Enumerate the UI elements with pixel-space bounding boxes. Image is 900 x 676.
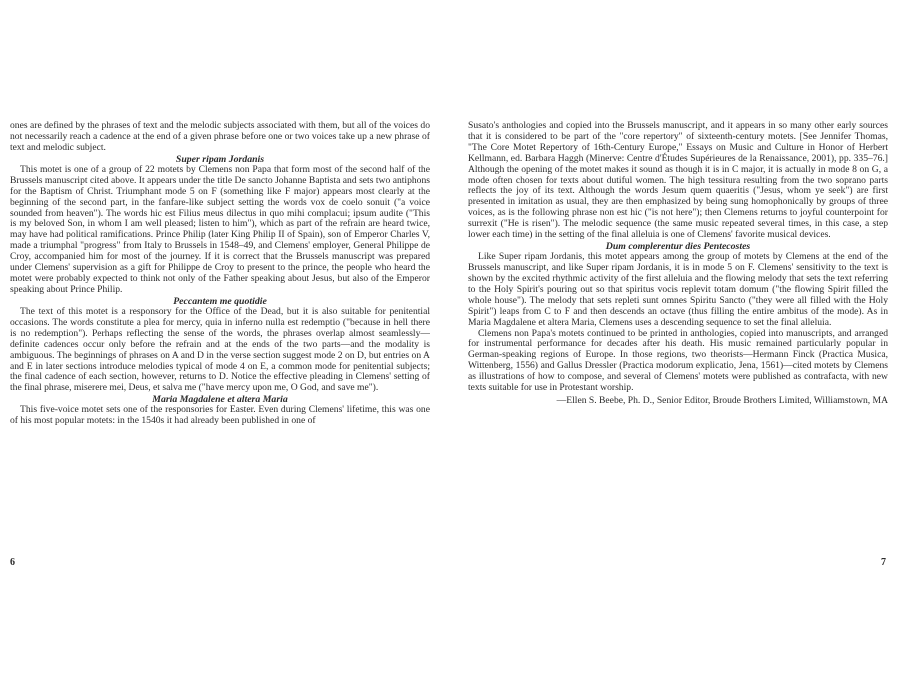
page-number-right: 7 xyxy=(881,557,886,568)
paragraph: This five-voice motet sets one of the responsories for Easter. Even during Clemens' lifetime, this was one of his most popular motets: in the 1540s it had already been published in one of xyxy=(10,404,430,427)
section-heading: Dum complerentur dies Pentecostes xyxy=(605,240,751,252)
section-heading: Super ripam Jordanis xyxy=(175,153,265,165)
paragraph: This motet is one of a group of 22 motets by Clemens non Papa that form most of the second half of the Brussels manuscript cited above. It appears under the title De sancto Johanne Baptista and sets two antiphons for the Baptism of Christ. Triumphant mode 5 on F (something like F major) appears most clearly at the beginning of the second part, in the fanfare-like subject setting the words vox de coelo sonuit ("a voice sounded from heaven"). The words hic est Filius meus dilectus in quo mihi complacui; ipsum audite ("This is my beloved Son, in whom I am well pleased; listen to him"), which as part of the refrain are heard twice, may have had political ramifications. Prince Philip (later King Philip II of Spain), son of Emperor Charles V, made a triumphal "progress" from Italy to Brussels in 1548–49, and Clemens' employer, General Philippe de Croy, accompanied him for most of the journey. If it is correct that the Brussels manuscript was prepared under Clemens' supervision as a gift for Philippe de Croy to present to the prince, the people who heard the motet were probably expected to think not only of the Father speaking about Jesus, but also of the Emperor speaking about Prince Philip. xyxy=(10,163,430,295)
right-page xyxy=(468,121,888,571)
paragraph: The text of this motet is a responsory for the Office of the Dead, but it is also suitable for penitential occasions. The words constitute a plea for mercy, quia in inferno nulla est redemptio ("because in hell there is no redemption"). Perhaps reflecting the sense of the words, the phrases overlap almost seamlessly—definite cadences occur only before the refrain and at the ends of the two parts—and the modality is ambiguous. The beginnings of phrases on A and D in the verse section suggest mode 2 on D, but entries on A and E in later sections introduce melodies typical of mode 4 on E, a common mode for penitential subjects; the final cadence of each section, however, returns to D. Notice the effective pleading in Clemens' setting of the final phrase, miserere mei, Deus, et salva me ("have mercy upon me, O God, and save me"). xyxy=(10,306,430,394)
section-heading: Peccantem me quotidie xyxy=(173,295,267,307)
section-heading: Maria Magdalene et altera Maria xyxy=(152,394,288,406)
left-page xyxy=(10,121,430,571)
paragraph: Like Super ripam Jordanis, this motet appears among the group of motets by Clemens at the end of the Brussels manuscript, and like Super ripam Jordanis, it is in mode 5 on F. Clemens' sensitivity to the text is shown by the excited rhythmic activity of the first alleluia and the flowing melody that sets the text referring to the Holy Spirit's pouring out so that spiritus vocis replevit totam domum ("the flowing Spirit filled the whole house"). The melody that sets repleti sunt omnes Spiritu Sancto ("they were all filled with the Holy Spirit") leaps from C to F and then descends an octave (thus filling the entire ambitus of the mode). As in Maria Magdalene et altera Maria, Clemens uses a descending sequence to set the final alleluia. xyxy=(468,251,888,328)
paragraph: ones are defined by the phrases of text and the melodic subjects associated with them, but all of the voices do not necessarily reach a cadence at the end of a given phrase before one or two voices take up a new phrase of text and melodic subject. xyxy=(10,121,430,153)
author-signature: —Ellen S. Beebe, Ph. D., Senior Editor, Broude Brothers Limited, Williamstown, MA xyxy=(556,394,888,406)
page-number-left: 6 xyxy=(10,557,15,568)
paragraph: Clemens non Papa's motets continued to be printed in anthologies, copied into manuscripts, and arranged for instrumental performance for decades after his death. His music remained particularly popular in German-speaking regions of Europe. In those regions, two theorists—Hermann Finck (Practica Musica, Wittenberg, 1556) and Gallus Dressler (Practica modorum explicatio, Jena, 1561)—cited motets by Clemens as illustrations of how to compose, and several of Clemens' motets were published as contrafacta, with new texts suitable for use in Protestant worship. xyxy=(468,327,888,394)
paragraph: Susato's anthologies and copied into the Brussels manuscript, and it appears in so many other early sources that it is considered to be part of the "core repertory" of sixteenth-century motets. [See Jennifer Thomas, "The Core Motet Repertory of 16th-Century Europe," Essays on Music and Culture in Honor of Herbert Kellmann, ed. Barbara Haggh (Minerve: Centre d'Études Supérieures de la Renaissance, 2001), pp. 335–76.] Although the opening of the motet makes it sound as though it is in C major, it is actually in mode 8 on G, a mode often chosen for texts about dutiful women. The high tessitura resulting from the two soprano parts reflects the joy of its text. Although the words Jesum quem quaeritis ("Jesus, whom ye seek") are first presented in imitation as usual, they are then emphasized by being sung homophonically by groups of three voices, as is the following phrase non est hic ("is not here"); then Clemens returns to joyful counterpoint for surrexit ("He is risen"). The melodic sequence (the same music repeated several times, in this case, a step lower each time) in the setting of the final alleluia is one of Clemens' favorite musical devices. xyxy=(468,121,888,241)
